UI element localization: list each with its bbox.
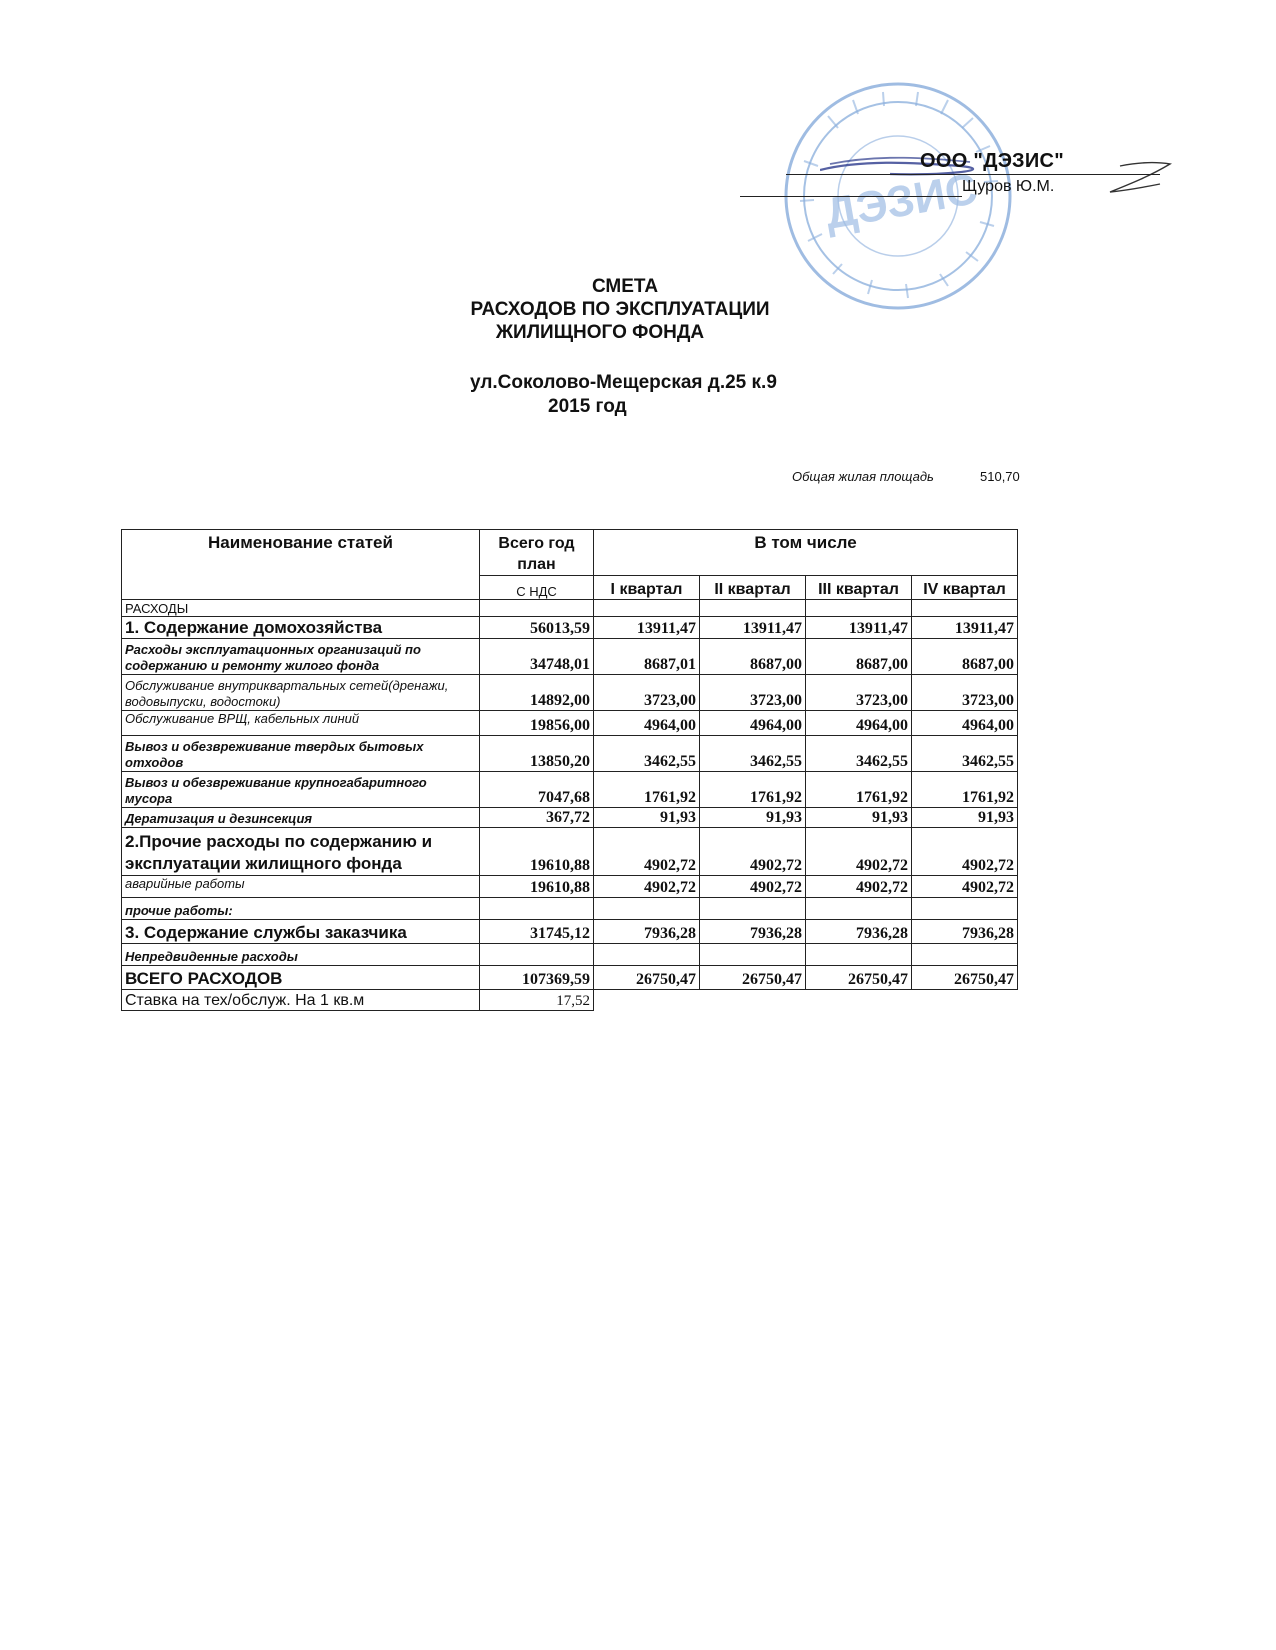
row-q3 <box>806 898 912 920</box>
row-total: 367,72 <box>480 808 594 828</box>
row-total: 56013,59 <box>480 617 594 639</box>
row-name: ВСЕГО РАСХОДОВ <box>122 966 480 990</box>
row-name: 3. Содержание службы заказчика <box>122 920 480 944</box>
table-row <box>122 639 1018 675</box>
row-q4: 26750,47 <box>912 966 1018 990</box>
table-row <box>122 675 1018 711</box>
row-q3: 8687,00 <box>806 639 912 675</box>
row-q4: 91,93 <box>912 808 1018 828</box>
row-q1 <box>594 898 700 920</box>
row-q1 <box>594 944 700 966</box>
signature-line <box>786 174 1160 175</box>
row-total: 19856,00 <box>480 711 594 736</box>
year: 2015 год <box>548 396 627 417</box>
row-q2: 7936,28 <box>700 920 806 944</box>
row-q1: 13911,47 <box>594 617 700 639</box>
row-total: 14892,00 <box>480 675 594 711</box>
row-q2: 3723,00 <box>700 675 806 711</box>
table-row <box>122 772 1018 808</box>
header-quarter-4: IV квартал <box>912 576 1018 600</box>
row-q2 <box>700 944 806 966</box>
row-q3: 4964,00 <box>806 711 912 736</box>
row-q4: 8687,00 <box>912 639 1018 675</box>
doc-title-line-3: ЖИЛИЩНОГО ФОНДА <box>495 322 705 343</box>
row-total: 31745,12 <box>480 920 594 944</box>
row-q3: 3723,00 <box>806 675 912 711</box>
rate-label: Ставка на тех/обслуж. На 1 кв.м <box>122 990 480 1011</box>
header-quarter-1: I квартал <box>594 576 700 600</box>
row-name: 1. Содержание домохозяйства <box>122 617 480 639</box>
row-q3: 1761,92 <box>806 772 912 808</box>
row-q4: 4902,72 <box>912 876 1018 898</box>
row-q1: 4902,72 <box>594 828 700 876</box>
signature-underline <box>740 196 962 197</box>
row-q3: 91,93 <box>806 808 912 828</box>
budget-table <box>121 529 1018 1011</box>
row-name: Расходы эксплуатационных организаций по содержанию и ремонту жилого фонда <box>122 639 480 675</box>
row-total: 34748,01 <box>480 639 594 675</box>
section-label: РАСХОДЫ <box>122 600 480 617</box>
header-quarter-2: II квартал <box>700 576 806 600</box>
row-q4: 7936,28 <box>912 920 1018 944</box>
row-name: прочие работы: <box>122 898 480 920</box>
row-q1: 1761,92 <box>594 772 700 808</box>
row-name: Непредвиденные расходы <box>122 944 480 966</box>
table-row <box>122 711 1018 736</box>
table-row <box>122 828 1018 876</box>
header-quarter-3: III квартал <box>806 576 912 600</box>
row-total <box>480 898 594 920</box>
row-total: 107369,59 <box>480 966 594 990</box>
row-q2: 1761,92 <box>700 772 806 808</box>
row-q3: 7936,28 <box>806 920 912 944</box>
row-q1: 4902,72 <box>594 876 700 898</box>
table-row <box>122 898 1018 920</box>
row-name: Обслуживание внутриквартальных сетей(дренажи, водовыпуски, водостоки) <box>122 675 480 711</box>
doc-title-line-1: СМЕТА <box>591 276 659 297</box>
table-row <box>122 876 1018 898</box>
row-total: 7047,68 <box>480 772 594 808</box>
row-total <box>480 944 594 966</box>
area-label: Общая жилая площадь <box>792 469 934 484</box>
row-total: 13850,20 <box>480 736 594 772</box>
header-total: Всего год план <box>480 530 594 576</box>
row-q2: 4964,00 <box>700 711 806 736</box>
row-q3: 4902,72 <box>806 876 912 898</box>
row-q2: 26750,47 <box>700 966 806 990</box>
row-q2: 8687,00 <box>700 639 806 675</box>
row-q3: 3462,55 <box>806 736 912 772</box>
row-q1: 3723,00 <box>594 675 700 711</box>
row-q1: 91,93 <box>594 808 700 828</box>
table-row <box>122 617 1018 639</box>
row-q4 <box>912 944 1018 966</box>
stamp-text: ДЭЗИС <box>821 164 981 239</box>
row-q2: 4902,72 <box>700 828 806 876</box>
area-value: 510,70 <box>980 469 1020 484</box>
table-row <box>122 808 1018 828</box>
row-q1: 7936,28 <box>594 920 700 944</box>
row-name: аварийные работы <box>122 876 480 898</box>
row-q1: 3462,55 <box>594 736 700 772</box>
row-q2: 3462,55 <box>700 736 806 772</box>
row-q1: 4964,00 <box>594 711 700 736</box>
row-q4 <box>912 898 1018 920</box>
row-q2: 13911,47 <box>700 617 806 639</box>
header-including: В том числе <box>594 530 1018 576</box>
rate-value: 17,52 <box>480 990 594 1011</box>
table-row-total <box>122 966 1018 990</box>
row-q2 <box>700 898 806 920</box>
row-total: 19610,88 <box>480 876 594 898</box>
row-q4: 4902,72 <box>912 828 1018 876</box>
row-name: Вывоз и обезвреживание крупногабаритного мусора <box>122 772 480 808</box>
row-name: Вывоз и обезвреживание твердых бытовых отходов <box>122 736 480 772</box>
organization-name: ООО "ДЭЗИС" <box>920 150 1065 172</box>
signer-name: Щуров Ю.М. <box>962 178 1055 195</box>
table-row <box>122 920 1018 944</box>
row-name: 2.Прочие расходы по содержанию и эксплуатации жилищного фонда <box>122 828 480 876</box>
doc-title-line-2: РАСХОДОВ ПО ЭКСПЛУАТАЦИИ <box>470 299 770 320</box>
row-q4: 4964,00 <box>912 711 1018 736</box>
row-q3: 13911,47 <box>806 617 912 639</box>
row-name: Обслуживание ВРЩ, кабельных линий <box>122 711 480 736</box>
row-q1: 26750,47 <box>594 966 700 990</box>
row-q2: 91,93 <box>700 808 806 828</box>
row-q3: 26750,47 <box>806 966 912 990</box>
row-name: Дератизация и дезинсекция <box>122 808 480 828</box>
row-q4: 13911,47 <box>912 617 1018 639</box>
row-total: 19610,88 <box>480 828 594 876</box>
table-row <box>122 944 1018 966</box>
row-q4: 3723,00 <box>912 675 1018 711</box>
row-q3: 4902,72 <box>806 828 912 876</box>
address: ул.Соколово-Мещерская д.25 к.9 <box>470 372 777 393</box>
row-q1: 8687,01 <box>594 639 700 675</box>
row-q4: 3462,55 <box>912 736 1018 772</box>
table-row <box>122 736 1018 772</box>
row-q4: 1761,92 <box>912 772 1018 808</box>
row-q3 <box>806 944 912 966</box>
rate-row <box>122 990 1018 1011</box>
row-q2: 4902,72 <box>700 876 806 898</box>
header-vat: С НДС <box>480 576 594 600</box>
header-name: Наименование статей <box>122 530 480 600</box>
